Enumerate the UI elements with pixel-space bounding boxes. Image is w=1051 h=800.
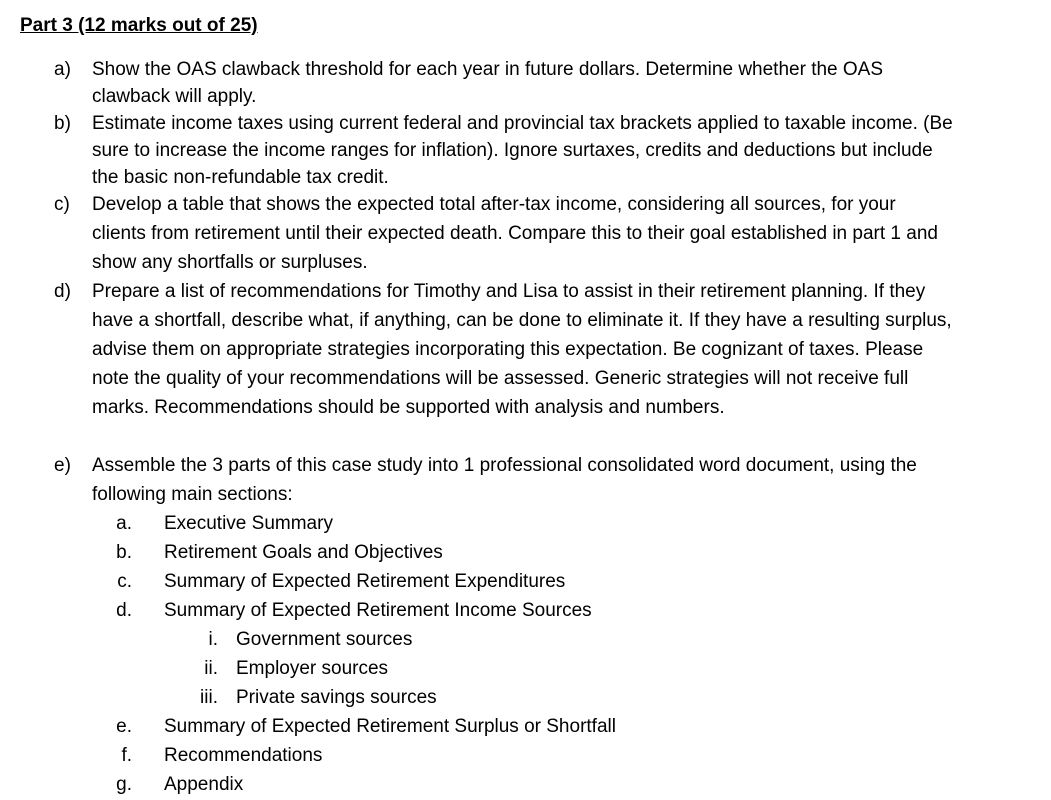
section-marker: c.	[117, 571, 132, 592]
section-label: Summary of Expected Retirement Income Sources	[164, 600, 592, 621]
section-marker: a.	[116, 513, 132, 534]
section-marker: e.	[116, 716, 132, 737]
section-label: Recommendations	[164, 745, 323, 766]
section-label: Appendix	[164, 774, 244, 795]
section-marker: g.	[116, 774, 132, 795]
section-label: Summary of Expected Retirement Surplus or Shortfall	[164, 716, 616, 737]
income-source-label: Private savings sources	[236, 687, 437, 708]
section-label: Executive Summary	[164, 513, 333, 534]
list-item-d	[54, 277, 954, 422]
section-marker: b.	[116, 542, 132, 563]
income-source-marker: iii.	[200, 687, 218, 708]
section-label: Summary of Expected Retirement Expenditures	[164, 571, 566, 592]
list-marker: e)	[54, 455, 71, 476]
section-marker: d.	[116, 600, 132, 621]
income-source-label: Employer sources	[236, 658, 389, 679]
list-item-text: Develop a table that shows the expected total after-tax income, considering all sources, for your clients from retirement until their expected death. Compare this to their goal established in part 1 and show any shortfalls or surpluses.	[92, 194, 938, 273]
list-marker: c)	[54, 194, 70, 215]
list-item-text: Prepare a list of recommendations for Timothy and Lisa to assist in their retirement planning. If they have a shortfall, describe what, if anything, can be done to eliminate it. If they have a resulting surplus, advise them on appropriate strategies incorporating this expectation. Be cognizant of taxes. Please note the quality of your recommendations will be assessed. Generic strategies will not receive full marks. Recommendations should be supported with analysis and numbers.	[92, 281, 952, 418]
list-item-a	[54, 57, 954, 111]
list-item-c	[54, 190, 954, 277]
list-marker: a)	[54, 59, 71, 80]
list-item-text: Assemble the 3 parts of this case study into 1 professional consolidated word document, using the following main sections:	[92, 455, 917, 505]
list-item-text: Show the OAS clawback threshold for each year in future dollars. Determine whether the OAS clawback will apply.	[92, 59, 884, 107]
list-item-e	[54, 451, 954, 509]
section-label: Retirement Goals and Objectives	[164, 542, 443, 563]
income-source-marker: ii.	[204, 658, 218, 679]
list-item-b	[54, 111, 954, 191]
section-marker: f.	[121, 745, 132, 766]
page-heading: Part 3 (12 marks out of 25)	[20, 15, 258, 36]
list-item-text: Estimate income taxes using current federal and provincial tax brackets applied to taxable income. (Be sure to increase the income ranges for inflation). Ignore surtaxes, credits and deductions but include the basic non-refundable tax credit.	[92, 113, 953, 188]
income-source-marker: i.	[208, 629, 218, 650]
income-source-label: Government sources	[236, 629, 413, 650]
list-marker: b)	[54, 113, 71, 134]
list-marker: d)	[54, 281, 71, 302]
